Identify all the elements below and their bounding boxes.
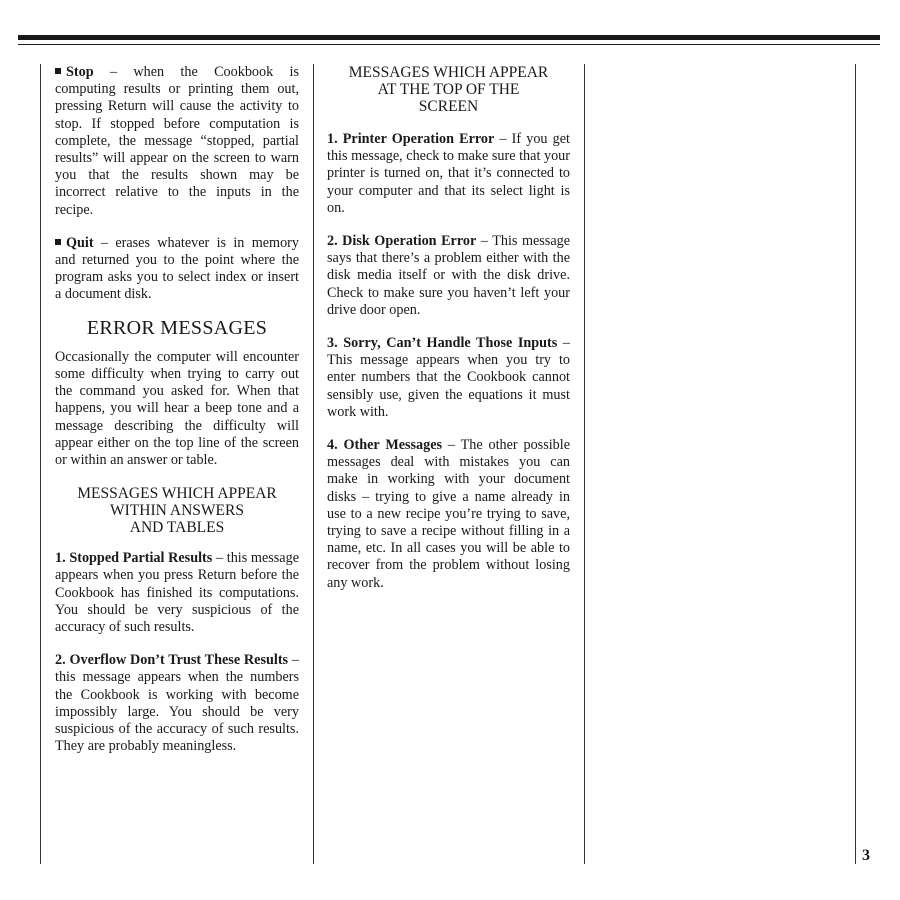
quit-paragraph (55, 235, 299, 304)
message-text: – this message appears when the numbers the Cookbook is working with become impossibly large. You should be very suspicious of the accuracy of such results. They are probably meaningless. (55, 652, 299, 755)
heading-line: SCREEN (418, 98, 479, 115)
header-rule-thin (18, 44, 880, 45)
error-messages-heading: ERROR MESSAGES (86, 316, 268, 339)
column-divider (855, 64, 856, 864)
message-term: 3. Sorry, Can’t Handle Those Inputs (327, 335, 558, 352)
heading-line: AT THE TOP OF THE (377, 81, 520, 98)
column-divider (40, 64, 41, 864)
heading-line: MESSAGES WHICH APPEAR (348, 64, 549, 81)
header-rule-thick (18, 35, 880, 40)
message-term: 4. Other Messages (327, 437, 443, 454)
column-middle (327, 64, 570, 608)
quit-text: – erases whatever is in memory and returned you to the point where the program asks you to select index or insert a document disk. (55, 234, 299, 303)
stop-term: Stop (66, 64, 94, 80)
heading-line: MESSAGES WHICH APPEAR (77, 485, 277, 503)
error-intro: Occasionally the computer will encounter some difficulty when trying to carry out the command you asked for. When that happens, you will hear a beep tone and a message describing the difficulty will appear either on the top line of the screen or within an answer or table. (55, 348, 299, 469)
column-divider (584, 64, 585, 864)
message-text: – this message appears when you press Return before the Cookbook has finished its computations. You should be very suspicious of the accuracy of such results. (55, 550, 299, 636)
stop-text: – when the Cookbook is computing results or printing them out, pressing Return will cause the activity to stop. If stopped before computation is complete, the message “stopped, partial results” will appear on the screen to warn you that the results shown may be incorrect relative to the inputs in the recipe. (55, 64, 299, 218)
heading-line: WITHIN ANSWERS (110, 502, 244, 520)
message-item (327, 131, 570, 217)
message-text: – The other possible messages deal with mistakes you can make in working with your document disks – trying to give a name already in use to a new recipe you’re trying to save, trying to save a recipe without filling in a name, etc. In all cases you will be able to recover from the problem without losing any work. (327, 437, 570, 591)
message-term: 1. Printer Operation Error (327, 131, 495, 147)
message-term: 1. Stopped Partial Results (55, 550, 213, 567)
heading-line: AND TABLES (129, 519, 225, 537)
column-divider (313, 64, 314, 864)
message-item (327, 233, 570, 319)
message-text: – This message appears when you try to enter numbers that the Cookbook cannot sensibly use, given the equations it must work with. (327, 335, 570, 420)
bullet-icon (55, 68, 61, 74)
message-item (327, 437, 570, 592)
message-item (55, 550, 299, 636)
bullet-icon (55, 239, 61, 245)
message-term: 2. Disk Operation Error (327, 233, 477, 250)
message-text: – This message says that there’s a problem either with the disk media itself or with the disk drive. Check to make sure you haven’t left your drive door open. (327, 233, 571, 318)
page-number: 3 (862, 847, 870, 864)
message-term: 2. Overflow Don’t Trust These Results (55, 652, 289, 669)
column-left (55, 64, 299, 772)
message-item (327, 335, 570, 421)
message-item (55, 652, 299, 755)
quit-term: Quit (66, 234, 94, 251)
top-of-screen-heading (327, 64, 570, 115)
within-answers-heading (55, 485, 299, 536)
message-text: – If you get this message, check to make sure that your printer is turned on, that it’s connected to your computer and that its select light is on. (327, 131, 570, 216)
stop-paragraph (55, 64, 299, 219)
